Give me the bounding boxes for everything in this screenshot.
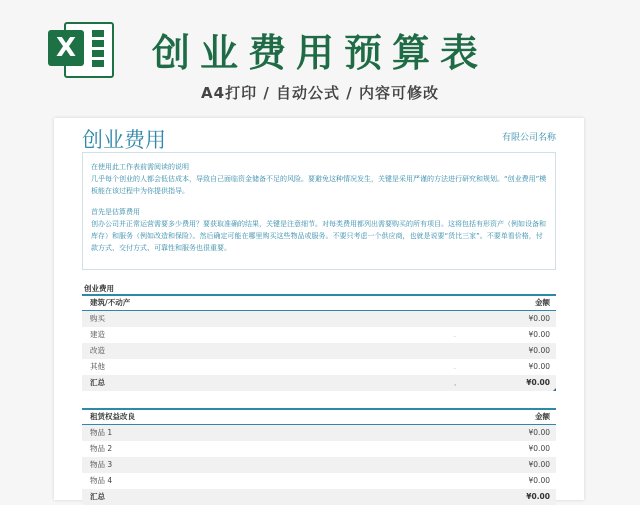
sheet-title[interactable]: 创业费用 <box>82 128 166 152</box>
table-resize-handle[interactable] <box>553 388 556 391</box>
row-label: 改造 <box>90 346 105 355</box>
row-label: 建造 <box>90 330 105 339</box>
row-amount[interactable]: ¥0.00 <box>528 428 550 437</box>
total-label: 汇总 <box>90 378 105 387</box>
spreadsheet-page <box>54 118 584 500</box>
table-row[interactable] <box>82 343 556 359</box>
table-row[interactable] <box>82 425 556 441</box>
total-amount[interactable]: ¥0.00 <box>526 378 550 387</box>
instructions-heading: 在使用此工作表前需阅读的说明 <box>91 163 189 171</box>
row-label: 物品 2 <box>90 444 113 453</box>
row-label: 物品 4 <box>90 476 113 485</box>
row-amount[interactable]: ¥0.00 <box>528 460 550 469</box>
instructions-text: 几乎每个创业的人都会低估成本，导致自己面临资金储备不足的风险。要避免这种情况发生，关键是采用严谨的方法进行研究和规划。“创业费用”模板能在该过程中为你提供指导。 <box>91 175 547 195</box>
table-row[interactable] <box>82 457 556 473</box>
excel-icon <box>48 20 112 76</box>
row-amount[interactable]: ¥0.00 <box>528 346 550 355</box>
company-name[interactable]: 有限公司名称 <box>501 133 556 143</box>
startup-costs-section <box>82 283 556 391</box>
total-row[interactable] <box>82 489 556 505</box>
row-label: 物品 1 <box>90 428 113 437</box>
leasehold-improvements-section <box>82 408 556 505</box>
row-label: 购买 <box>90 314 105 323</box>
total-label: 汇总 <box>90 492 105 501</box>
estimate-heading: 首先是估算费用 <box>91 208 140 216</box>
banner-title: 创业费用预算表 <box>152 31 489 75</box>
column-header-amount: 金额 <box>535 412 550 421</box>
row-amount[interactable]: ¥0.00 <box>528 314 550 323</box>
table-row[interactable] <box>82 473 556 489</box>
total-amount[interactable]: ¥0.00 <box>526 492 550 501</box>
column-header-item: 建筑/不动产 <box>90 298 131 307</box>
estimate-text: 创办公司并正常运营需要多少费用？要获取准确的结果，关键是注意细节。对每类费用都列出需要购买的所有项目。这将包括有形资产（例如设备和库存）和服务（例如改造和保险）。然后确定可能在哪里购买这些物品或服务。不要只考虑一个供应商，也就是说要“货比三家”。不要单看价格，付款方式、交付方式、可靠性和服务也很重要。 <box>91 220 546 252</box>
row-label: 其他 <box>90 362 105 371</box>
total-row[interactable]: 汇总 · ¥0.00 <box>82 375 556 391</box>
column-header-amount: 金额 <box>535 298 550 307</box>
template-banner <box>0 0 640 118</box>
table-row[interactable]: 其他 · ¥0.00 <box>82 359 556 375</box>
row-label: 物品 3 <box>90 460 113 469</box>
row-amount[interactable]: ¥0.00 <box>528 362 550 371</box>
row-amount[interactable]: ¥0.00 <box>528 476 550 485</box>
instructions-box[interactable] <box>82 152 556 270</box>
column-header-item: 租赁权益改良 <box>90 412 135 421</box>
row-amount[interactable]: ¥0.00 <box>528 444 550 453</box>
section-heading: 创业费用 <box>84 284 114 293</box>
banner-subtitle: A4打印 / 自动公式 / 内容可修改 <box>201 84 439 102</box>
excel-x-badge: X <box>48 30 84 66</box>
table-row[interactable]: 建造 · ¥0.00 <box>82 327 556 343</box>
row-amount[interactable]: ¥0.00 <box>528 330 550 339</box>
table-header-row <box>82 296 556 310</box>
table-header-row <box>82 410 556 424</box>
table-row[interactable] <box>82 441 556 457</box>
table-row[interactable] <box>82 311 556 327</box>
